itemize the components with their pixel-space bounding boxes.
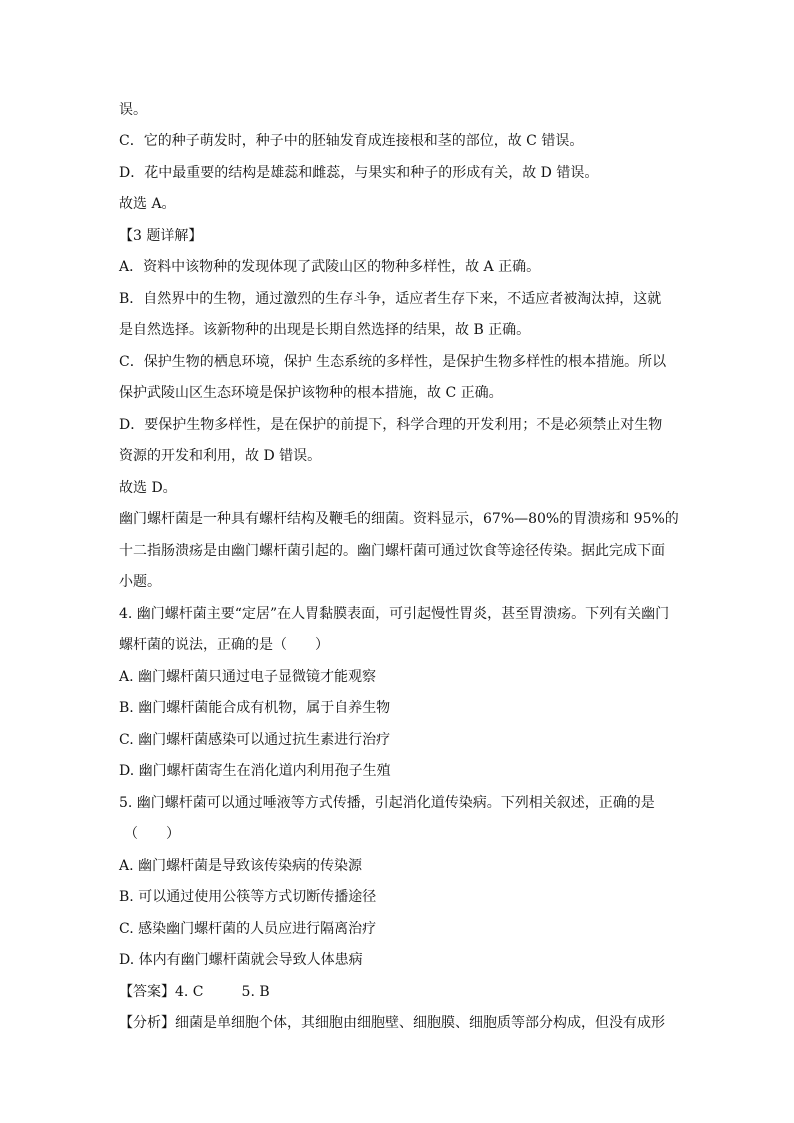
text-line: 保护武陵山区生态环境是保护该物种的根本措施，故 C 正确。 xyxy=(119,385,503,401)
text-line: D．要保护生物多样性，是在保护的前提下，科学合理的开发利用；不是必须禁止对生物 xyxy=(119,417,663,433)
option-line: A. 幽门螺杆菌只通过电子显微镜才能观察 xyxy=(119,669,377,685)
option-line: A. 幽门螺杆菌是导致该传染病的传染源 xyxy=(119,858,363,874)
question-stem: 5. 幽门螺杆菌可以通过唾液等方式传播，引起消化道传染病。下列相关叙述，正确的是 xyxy=(119,795,655,811)
text-line: 误。 xyxy=(119,102,147,118)
text-line: 故选 A。 xyxy=(119,196,176,212)
passage-line: 幽门螺杆菌是一种具有螺杆结构及鞭毛的细菌。资料显示，67%—80%的胃溃疡和 95%的 xyxy=(119,511,679,527)
text-line: B．自然界中的生物，通过激烈的生存斗争，适应者生存下来，不适应者被淘汰掉，这就 xyxy=(119,291,662,307)
text-line: D．花中最重要的结构是雄蕊和雌蕊，与果实和种子的形成有关，故 D 错误。 xyxy=(119,165,599,181)
passage-line: 十二指肠溃疡是由幽门螺杆菌引起的。幽门螺杆菌可通过饮食等途径传染。据此完成下面 xyxy=(119,543,665,559)
passage-line: 小题。 xyxy=(119,574,161,590)
answer-label: 【答案】 xyxy=(119,984,175,1000)
analysis-label: 【分析】 xyxy=(119,1015,175,1031)
answer-line xyxy=(119,983,679,1001)
question-stem: 4. 幽门螺杆菌主要“定居”在人胃黏膜表面，可引起慢性胃炎，甚至胃溃疡。下列有关幽门 xyxy=(119,606,670,622)
option-line: B. 可以通过使用公筷等方式切断传播途径 xyxy=(119,889,377,905)
option-line: C. 感染幽门螺杆菌的人员应进行隔离治疗 xyxy=(119,921,377,937)
option-line: C. 幽门螺杆菌感染可以通过抗生素进行治疗 xyxy=(119,732,391,748)
text-line: C．它的种子萌发时，种子中的胚轴发育成连接根和茎的部位，故 C 错误。 xyxy=(119,133,584,149)
analysis-line xyxy=(119,1014,679,1032)
text-line: 故选 D。 xyxy=(119,480,177,496)
text-line: 资源的开发和利用，故 D 错误。 xyxy=(119,448,322,464)
analysis-text: 细菌是单细胞个体，其细胞由细胞壁、细胞膜、细胞质等部分构成，但没有成形 xyxy=(175,1015,665,1031)
question-stem: 螺杆菌的说法，正确的是（ ） xyxy=(119,637,329,653)
option-line: D. 体内有幽门螺杆菌就会导致人体患病 xyxy=(119,952,363,968)
answer-q4: 4. C xyxy=(175,984,204,1000)
text-line: A．资料中该物种的发现体现了武陵山区的物种多样性，故 A 正确。 xyxy=(119,259,541,275)
text-line: C．保护生物的栖息环境，保护 生态系统的多样性，是保护生物多样性的根本措施。所以 xyxy=(119,354,667,370)
answer-q5: 5. B xyxy=(241,984,270,1000)
text-line: 是自然选择。该新物种的出现是长期自然选择的结果，故 B 正确。 xyxy=(119,322,531,338)
option-line: D. 幽门螺杆菌寄生在消化道内利用孢子生殖 xyxy=(119,763,391,779)
option-line: B. 幽门螺杆菌能合成有机物，属于自养生物 xyxy=(119,700,391,716)
section-heading: 【3 题详解】 xyxy=(119,228,203,244)
question-stem: （ ） xyxy=(124,826,180,842)
